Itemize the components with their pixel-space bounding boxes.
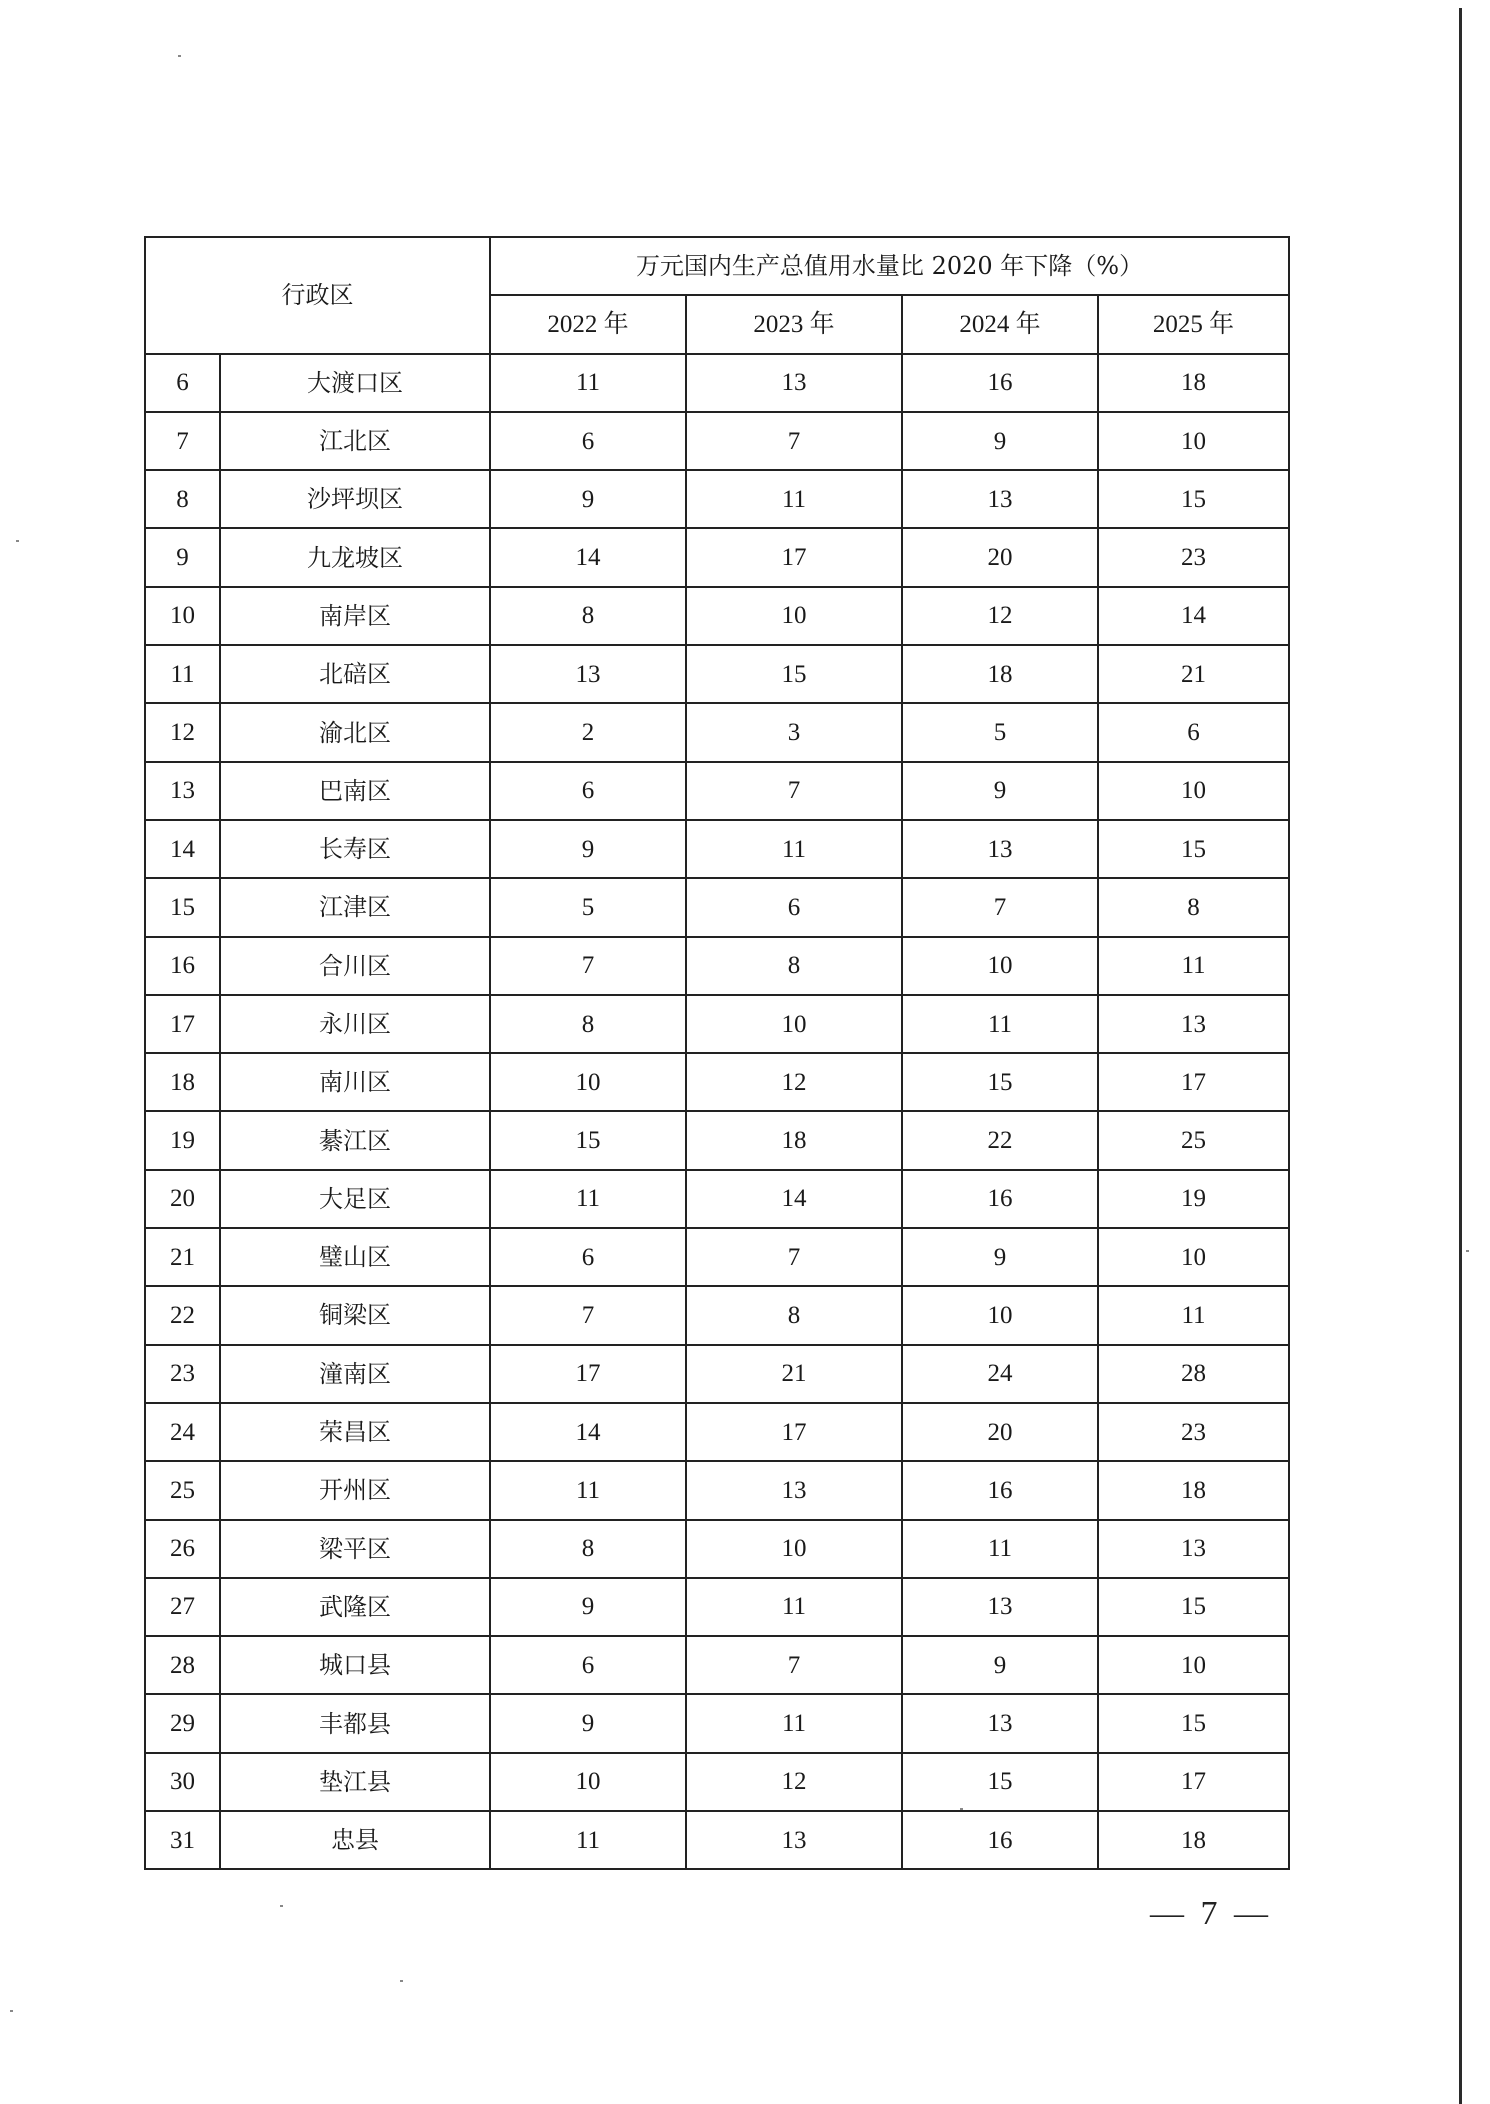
reduction-value-2022: 14 <box>490 1403 686 1461</box>
reduction-value-2024: 13 <box>902 470 1098 528</box>
reduction-value-2023: 13 <box>686 354 902 412</box>
reduction-value-2022: 11 <box>490 1461 686 1519</box>
reduction-value-2025: 17 <box>1098 1753 1289 1811</box>
reduction-value-2025: 25 <box>1098 1111 1289 1169</box>
page-number: — 7 — <box>1150 1895 1272 1932</box>
scan-speck <box>280 1905 283 1907</box>
region-name: 铜梁区 <box>220 1286 490 1344</box>
reduction-value-2024: 24 <box>902 1345 1098 1403</box>
row-number: 19 <box>145 1111 220 1169</box>
reduction-value-2022: 5 <box>490 878 686 936</box>
year-header-2024: 2024 年 <box>902 295 1098 353</box>
region-name: 潼南区 <box>220 1345 490 1403</box>
year-header-2025: 2025 年 <box>1098 295 1289 353</box>
reduction-value-2025: 14 <box>1098 587 1289 645</box>
reduction-value-2022: 11 <box>490 1170 686 1228</box>
reduction-value-2023: 18 <box>686 1111 902 1169</box>
table-row <box>145 412 1289 470</box>
region-name: 南岸区 <box>220 587 490 645</box>
row-number: 29 <box>145 1694 220 1752</box>
table-row <box>145 470 1289 528</box>
region-name: 丰都县 <box>220 1694 490 1752</box>
region-name: 巴南区 <box>220 762 490 820</box>
reduction-value-2024: 13 <box>902 1578 1098 1636</box>
reduction-value-2024: 16 <box>902 1811 1098 1869</box>
table-row <box>145 1053 1289 1111</box>
reduction-value-2023: 10 <box>686 995 902 1053</box>
reduction-value-2025: 15 <box>1098 1694 1289 1752</box>
region-name: 梁平区 <box>220 1520 490 1578</box>
row-number: 27 <box>145 1578 220 1636</box>
reduction-value-2022: 9 <box>490 820 686 878</box>
row-number: 6 <box>145 354 220 412</box>
reduction-value-2024: 15 <box>902 1753 1098 1811</box>
region-name: 合川区 <box>220 937 490 995</box>
year-header-2023: 2023 年 <box>686 295 902 353</box>
reduction-value-2025: 11 <box>1098 1286 1289 1344</box>
reduction-value-2024: 16 <box>902 1461 1098 1519</box>
reduction-value-2022: 7 <box>490 937 686 995</box>
row-number: 18 <box>145 1053 220 1111</box>
reduction-value-2024: 13 <box>902 1694 1098 1752</box>
region-name: 璧山区 <box>220 1228 490 1286</box>
year-header-2022: 2022 年 <box>490 295 686 353</box>
reduction-value-2022: 9 <box>490 470 686 528</box>
region-name: 九龙坡区 <box>220 528 490 586</box>
reduction-value-2023: 7 <box>686 1636 902 1694</box>
row-number: 31 <box>145 1811 220 1869</box>
reduction-value-2025: 10 <box>1098 1636 1289 1694</box>
reduction-value-2025: 18 <box>1098 1461 1289 1519</box>
reduction-value-2025: 18 <box>1098 354 1289 412</box>
row-number: 26 <box>145 1520 220 1578</box>
reduction-value-2024: 5 <box>902 703 1098 761</box>
scan-speck <box>1466 1250 1469 1252</box>
table-row <box>145 645 1289 703</box>
reduction-value-2022: 8 <box>490 587 686 645</box>
table-row <box>145 1286 1289 1344</box>
reduction-value-2025: 13 <box>1098 995 1289 1053</box>
scan-speck <box>10 2010 13 2012</box>
region-name: 北碚区 <box>220 645 490 703</box>
table-row <box>145 937 1289 995</box>
table-row <box>145 1578 1289 1636</box>
reduction-value-2023: 6 <box>686 878 902 936</box>
region-name: 南川区 <box>220 1053 490 1111</box>
row-number: 14 <box>145 820 220 878</box>
reduction-value-2025: 28 <box>1098 1345 1289 1403</box>
reduction-value-2024: 7 <box>902 878 1098 936</box>
row-number: 9 <box>145 528 220 586</box>
reduction-value-2025: 10 <box>1098 762 1289 820</box>
row-number: 24 <box>145 1403 220 1461</box>
row-number: 10 <box>145 587 220 645</box>
scan-speck <box>178 55 181 57</box>
region-name: 大足区 <box>220 1170 490 1228</box>
table-row <box>145 1694 1289 1752</box>
reduction-value-2024: 9 <box>902 1636 1098 1694</box>
reduction-value-2025: 11 <box>1098 937 1289 995</box>
reduction-value-2022: 9 <box>490 1694 686 1752</box>
reduction-value-2023: 7 <box>686 762 902 820</box>
indicator-header: 万元国内生产总值用水量比 2020 年下降（%） <box>490 237 1289 295</box>
reduction-value-2025: 13 <box>1098 1520 1289 1578</box>
region-name: 綦江区 <box>220 1111 490 1169</box>
scan-edge-line <box>1459 8 1462 2104</box>
reduction-value-2025: 15 <box>1098 820 1289 878</box>
reduction-value-2023: 10 <box>686 1520 902 1578</box>
reduction-value-2025: 23 <box>1098 528 1289 586</box>
reduction-value-2023: 14 <box>686 1170 902 1228</box>
region-name: 江津区 <box>220 878 490 936</box>
table-row <box>145 1111 1289 1169</box>
table-row <box>145 1811 1289 1869</box>
reduction-value-2023: 11 <box>686 1694 902 1752</box>
row-number: 23 <box>145 1345 220 1403</box>
reduction-value-2025: 6 <box>1098 703 1289 761</box>
table-row <box>145 878 1289 936</box>
table-row <box>145 1403 1289 1461</box>
reduction-value-2023: 13 <box>686 1811 902 1869</box>
reduction-value-2025: 18 <box>1098 1811 1289 1869</box>
reduction-value-2024: 15 <box>902 1053 1098 1111</box>
table-row <box>145 703 1289 761</box>
region-name: 开州区 <box>220 1461 490 1519</box>
reduction-value-2023: 11 <box>686 470 902 528</box>
table-row <box>145 820 1289 878</box>
reduction-value-2024: 9 <box>902 412 1098 470</box>
water-use-reduction-table <box>144 236 1290 1870</box>
reduction-value-2022: 10 <box>490 1053 686 1111</box>
table-row <box>145 1170 1289 1228</box>
reduction-value-2024: 10 <box>902 1286 1098 1344</box>
region-name: 武隆区 <box>220 1578 490 1636</box>
reduction-value-2024: 16 <box>902 1170 1098 1228</box>
table-row <box>145 528 1289 586</box>
row-number: 22 <box>145 1286 220 1344</box>
row-number: 20 <box>145 1170 220 1228</box>
reduction-value-2022: 11 <box>490 1811 686 1869</box>
reduction-value-2024: 20 <box>902 528 1098 586</box>
reduction-value-2024: 11 <box>902 1520 1098 1578</box>
reduction-value-2022: 14 <box>490 528 686 586</box>
row-number: 11 <box>145 645 220 703</box>
reduction-value-2023: 12 <box>686 1053 902 1111</box>
reduction-value-2023: 11 <box>686 1578 902 1636</box>
reduction-value-2023: 10 <box>686 587 902 645</box>
row-number: 7 <box>145 412 220 470</box>
reduction-value-2023: 8 <box>686 1286 902 1344</box>
reduction-value-2022: 6 <box>490 412 686 470</box>
reduction-value-2022: 2 <box>490 703 686 761</box>
region-name: 忠县 <box>220 1811 490 1869</box>
region-name: 永川区 <box>220 995 490 1053</box>
reduction-value-2023: 17 <box>686 528 902 586</box>
reduction-value-2023: 15 <box>686 645 902 703</box>
region-name: 城口县 <box>220 1636 490 1694</box>
reduction-value-2023: 7 <box>686 412 902 470</box>
reduction-value-2024: 20 <box>902 1403 1098 1461</box>
header-row-1 <box>145 237 1289 295</box>
reduction-value-2022: 8 <box>490 995 686 1053</box>
reduction-value-2025: 10 <box>1098 412 1289 470</box>
table-row <box>145 587 1289 645</box>
reduction-value-2022: 13 <box>490 645 686 703</box>
region-name: 长寿区 <box>220 820 490 878</box>
row-number: 13 <box>145 762 220 820</box>
row-number: 25 <box>145 1461 220 1519</box>
reduction-value-2024: 16 <box>902 354 1098 412</box>
reduction-value-2025: 23 <box>1098 1403 1289 1461</box>
reduction-value-2022: 17 <box>490 1345 686 1403</box>
region-name: 沙坪坝区 <box>220 470 490 528</box>
reduction-value-2025: 17 <box>1098 1053 1289 1111</box>
reduction-value-2024: 9 <box>902 762 1098 820</box>
table-row <box>145 1228 1289 1286</box>
reduction-value-2024: 12 <box>902 587 1098 645</box>
reduction-value-2025: 10 <box>1098 1228 1289 1286</box>
table-row <box>145 1636 1289 1694</box>
table-row <box>145 1520 1289 1578</box>
region-name: 江北区 <box>220 412 490 470</box>
reduction-value-2022: 6 <box>490 1228 686 1286</box>
reduction-value-2023: 17 <box>686 1403 902 1461</box>
table-row <box>145 1345 1289 1403</box>
reduction-value-2022: 6 <box>490 762 686 820</box>
reduction-value-2022: 6 <box>490 1636 686 1694</box>
table-row <box>145 762 1289 820</box>
reduction-value-2023: 13 <box>686 1461 902 1519</box>
region-name: 荣昌区 <box>220 1403 490 1461</box>
scan-speck <box>16 540 19 542</box>
reduction-value-2022: 8 <box>490 1520 686 1578</box>
table-row <box>145 995 1289 1053</box>
reduction-value-2022: 7 <box>490 1286 686 1344</box>
region-name: 垫江县 <box>220 1753 490 1811</box>
reduction-value-2023: 21 <box>686 1345 902 1403</box>
row-number: 28 <box>145 1636 220 1694</box>
reduction-value-2024: 22 <box>902 1111 1098 1169</box>
table-row <box>145 354 1289 412</box>
region-name: 大渡口区 <box>220 354 490 412</box>
row-number: 8 <box>145 470 220 528</box>
reduction-value-2024: 13 <box>902 820 1098 878</box>
table-row <box>145 1753 1289 1811</box>
reduction-value-2024: 10 <box>902 937 1098 995</box>
reduction-value-2023: 3 <box>686 703 902 761</box>
row-number: 16 <box>145 937 220 995</box>
reduction-value-2022: 11 <box>490 354 686 412</box>
reduction-value-2025: 19 <box>1098 1170 1289 1228</box>
reduction-value-2025: 21 <box>1098 645 1289 703</box>
scan-speck <box>400 1980 403 1982</box>
row-number: 17 <box>145 995 220 1053</box>
reduction-value-2022: 15 <box>490 1111 686 1169</box>
reduction-value-2024: 11 <box>902 995 1098 1053</box>
reduction-value-2025: 15 <box>1098 470 1289 528</box>
region-header: 行政区 <box>145 237 490 354</box>
table-row <box>145 1461 1289 1519</box>
reduction-value-2023: 8 <box>686 937 902 995</box>
reduction-value-2022: 10 <box>490 1753 686 1811</box>
reduction-value-2025: 15 <box>1098 1578 1289 1636</box>
reduction-value-2024: 9 <box>902 1228 1098 1286</box>
reduction-value-2023: 12 <box>686 1753 902 1811</box>
reduction-value-2023: 7 <box>686 1228 902 1286</box>
row-number: 12 <box>145 703 220 761</box>
row-number: 15 <box>145 878 220 936</box>
reduction-value-2023: 11 <box>686 820 902 878</box>
reduction-value-2025: 8 <box>1098 878 1289 936</box>
row-number: 30 <box>145 1753 220 1811</box>
reduction-value-2022: 9 <box>490 1578 686 1636</box>
region-name: 渝北区 <box>220 703 490 761</box>
row-number: 21 <box>145 1228 220 1286</box>
reduction-value-2024: 18 <box>902 645 1098 703</box>
